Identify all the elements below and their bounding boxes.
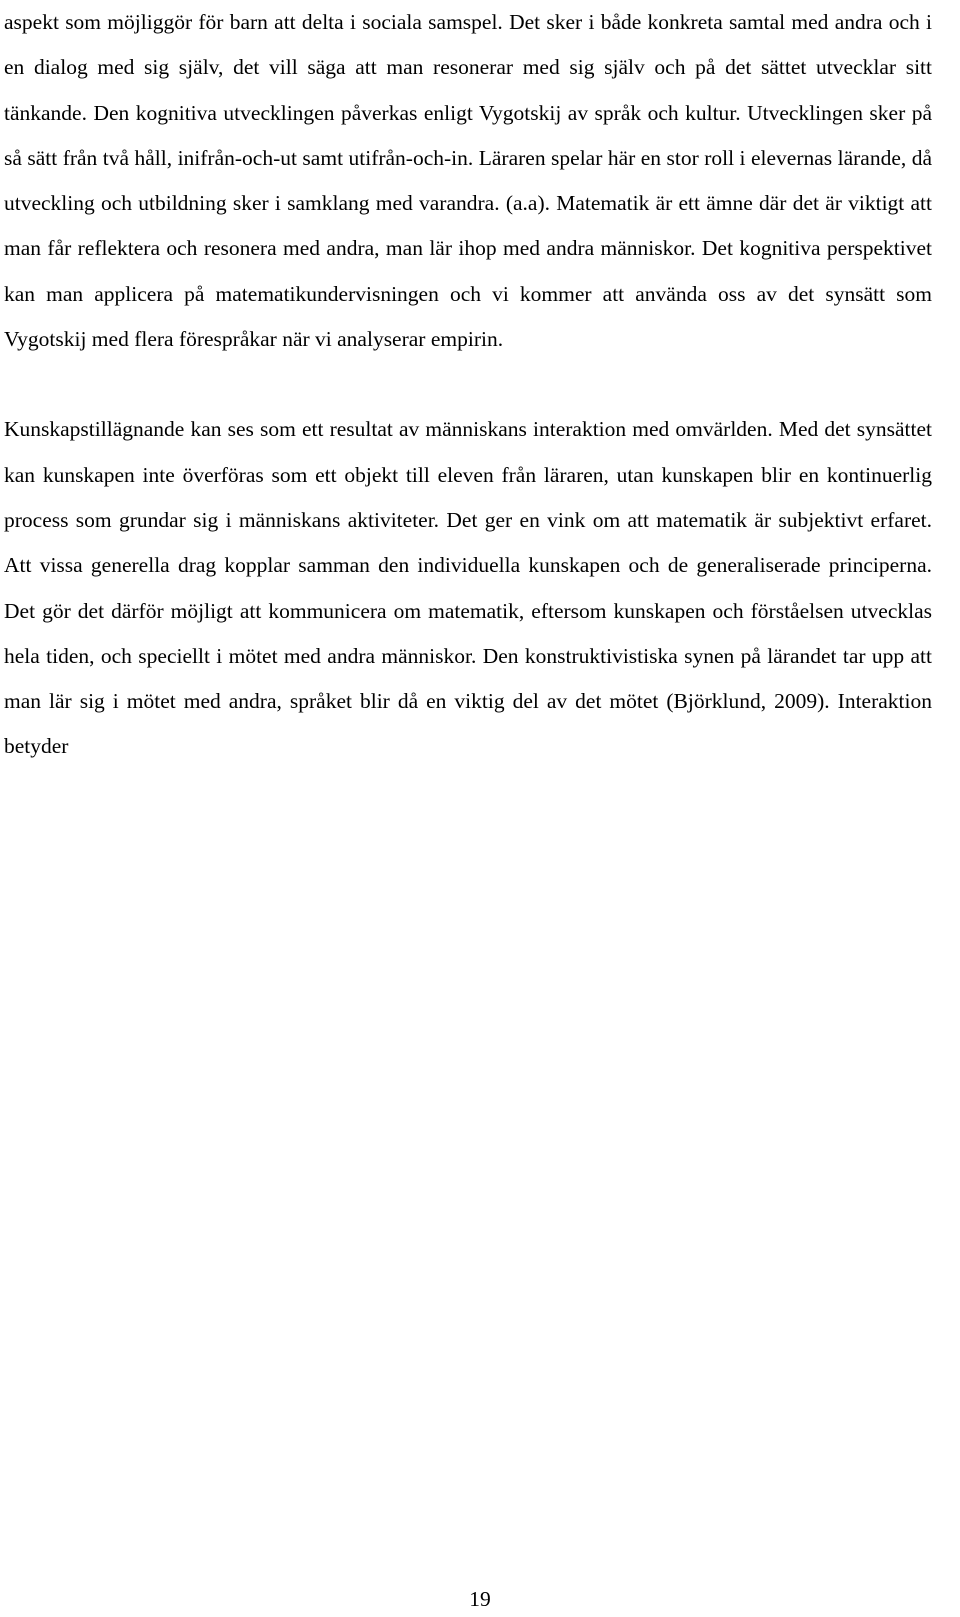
paragraph-knowledge-acquisition: Kunskapstillägnande kan ses som ett resultat av människans interaktion med omvärlden. Med det synsättet kan kunskapen inte överföras som ett objekt till eleven från läraren, utan kunskapen blir en kontinuerlig process som grundar sig i människans aktiviteter. Det ger en vink om att matematik är subjektivt erfaret. Att vissa generella drag kopplar samman den individuella kunskapen och de generaliserade principerna. Det gör det därför möjligt att kommunicera om matematik, eftersom kunskapen och förståelsen utvecklas hela tiden, och speciellt i mötet med andra människor. Den konstruktivistiska synen på lärandet tar upp att man lär sig i mötet med andra, språket blir då en viktig del av det mötet (Björklund, 2009). Interaktion betyder — [4, 417, 932, 759]
body-text — [4, 0, 932, 770]
page-number: 19 — [469, 1587, 491, 1611]
paragraph-cognitive-perspective: aspekt som möjliggör för barn att delta i sociala samspel. Det sker i både konkreta samtal med andra och i en dialog med sig själv, det vill säga att man resonerar med sig själv och på det sättet utvecklar sitt tänkande. Den kognitiva utvecklingen påverkas enligt Vygotskij av språk och kultur. Utvecklingen sker på så sätt från två håll, inifrån-och-ut samt utifrån-och-in. Läraren spelar här en stor roll i elevernas lärande, då utveckling och utbildning sker i samklang med varandra. (a.a). Matematik är ett ämne där det är viktigt att man får reflektera och resonera med andra, man lär ihop med andra människor. Det kognitiva perspektivet kan man applicera på matematikundervisningen och vi kommer att använda oss av det synsätt som Vygotskij med flera förespråkar när vi analyserar empirin. — [4, 10, 932, 352]
